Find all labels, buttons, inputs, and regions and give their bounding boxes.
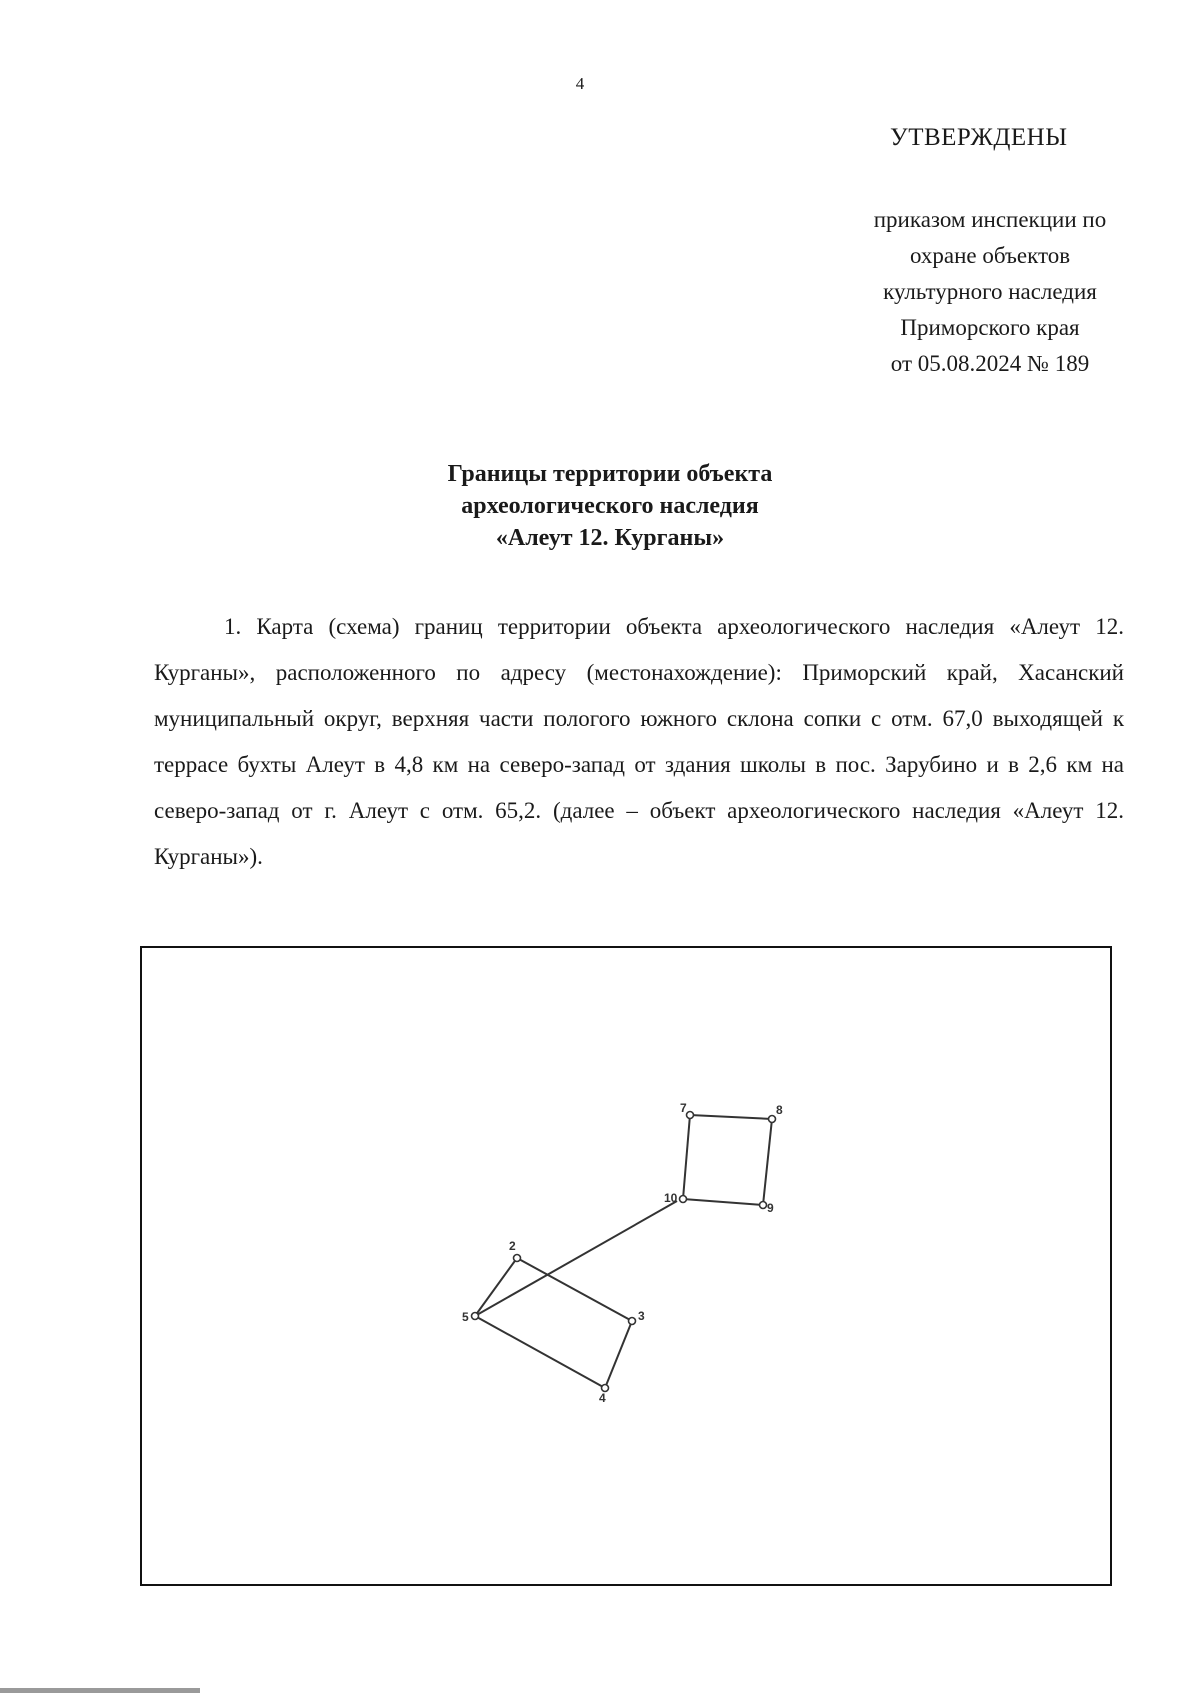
point-label: 8 — [776, 1103, 783, 1117]
boundary-segment — [763, 1119, 772, 1205]
scan-edge-artifact — [0, 1688, 200, 1693]
approval-line: приказом инспекции по — [873, 207, 1107, 232]
document-title-line: Границы территории объекта — [447, 461, 773, 487]
boundary-map-drawing — [142, 948, 1114, 1588]
boundary-segment — [690, 1115, 772, 1119]
point-label: 9 — [767, 1201, 774, 1215]
boundary-point — [514, 1255, 521, 1262]
point-label: 7 — [680, 1101, 687, 1115]
boundary-point — [760, 1202, 767, 1209]
point-label: 10 — [664, 1191, 678, 1205]
boundary-segment — [605, 1321, 632, 1388]
approval-line: Приморского края — [900, 315, 1080, 340]
boundary-segment — [683, 1115, 690, 1199]
approval-block — [830, 202, 1150, 382]
approval-line: от 05.08.2024 № 189 — [890, 351, 1090, 376]
boundary-segment — [517, 1258, 632, 1321]
boundary-point — [472, 1313, 479, 1320]
boundary-point — [687, 1112, 694, 1119]
point-label: 5 — [462, 1310, 469, 1324]
boundary-point — [629, 1318, 636, 1325]
boundary-point — [769, 1116, 776, 1123]
approval-title: УТВЕРЖДЕНЫ — [890, 124, 1068, 151]
boundary-map — [140, 946, 1112, 1586]
body-paragraph: 1. Карта (схема) границ территории объекта археологического наследия «Алеут 12. Курганы», расположенного по адресу (местонахождение): Приморский край, Хасанский муниципальный округ, верхняя части пологого южного склона сопки с отм. 67,0 выходящей к террасе бухты Алеут в 4,8 км на северо-запад от здания школы в пос. Зарубино и в 2,6 км на северо-запад от г. Алеут с отм. 65,2. (далее – объект археологического наследия «Алеут 12. Курганы»). — [154, 614, 1124, 869]
point-label: 4 — [599, 1391, 606, 1405]
page-number: 4 — [575, 74, 585, 93]
approval-line: культурного наследия — [883, 279, 1097, 304]
point-label: 2 — [509, 1239, 516, 1253]
boundary-segment — [683, 1199, 763, 1205]
boundary-connector — [475, 1201, 677, 1316]
document-title-line: археологического наследия — [461, 493, 759, 519]
boundary-segment — [475, 1258, 517, 1316]
boundary-segment — [475, 1316, 605, 1388]
document-title — [260, 458, 960, 554]
boundary-point — [680, 1196, 687, 1203]
approval-line: охране объектов — [909, 243, 1071, 268]
point-label: 3 — [638, 1309, 645, 1323]
document-title-line: «Алеут 12. Курганы» — [495, 525, 725, 551]
